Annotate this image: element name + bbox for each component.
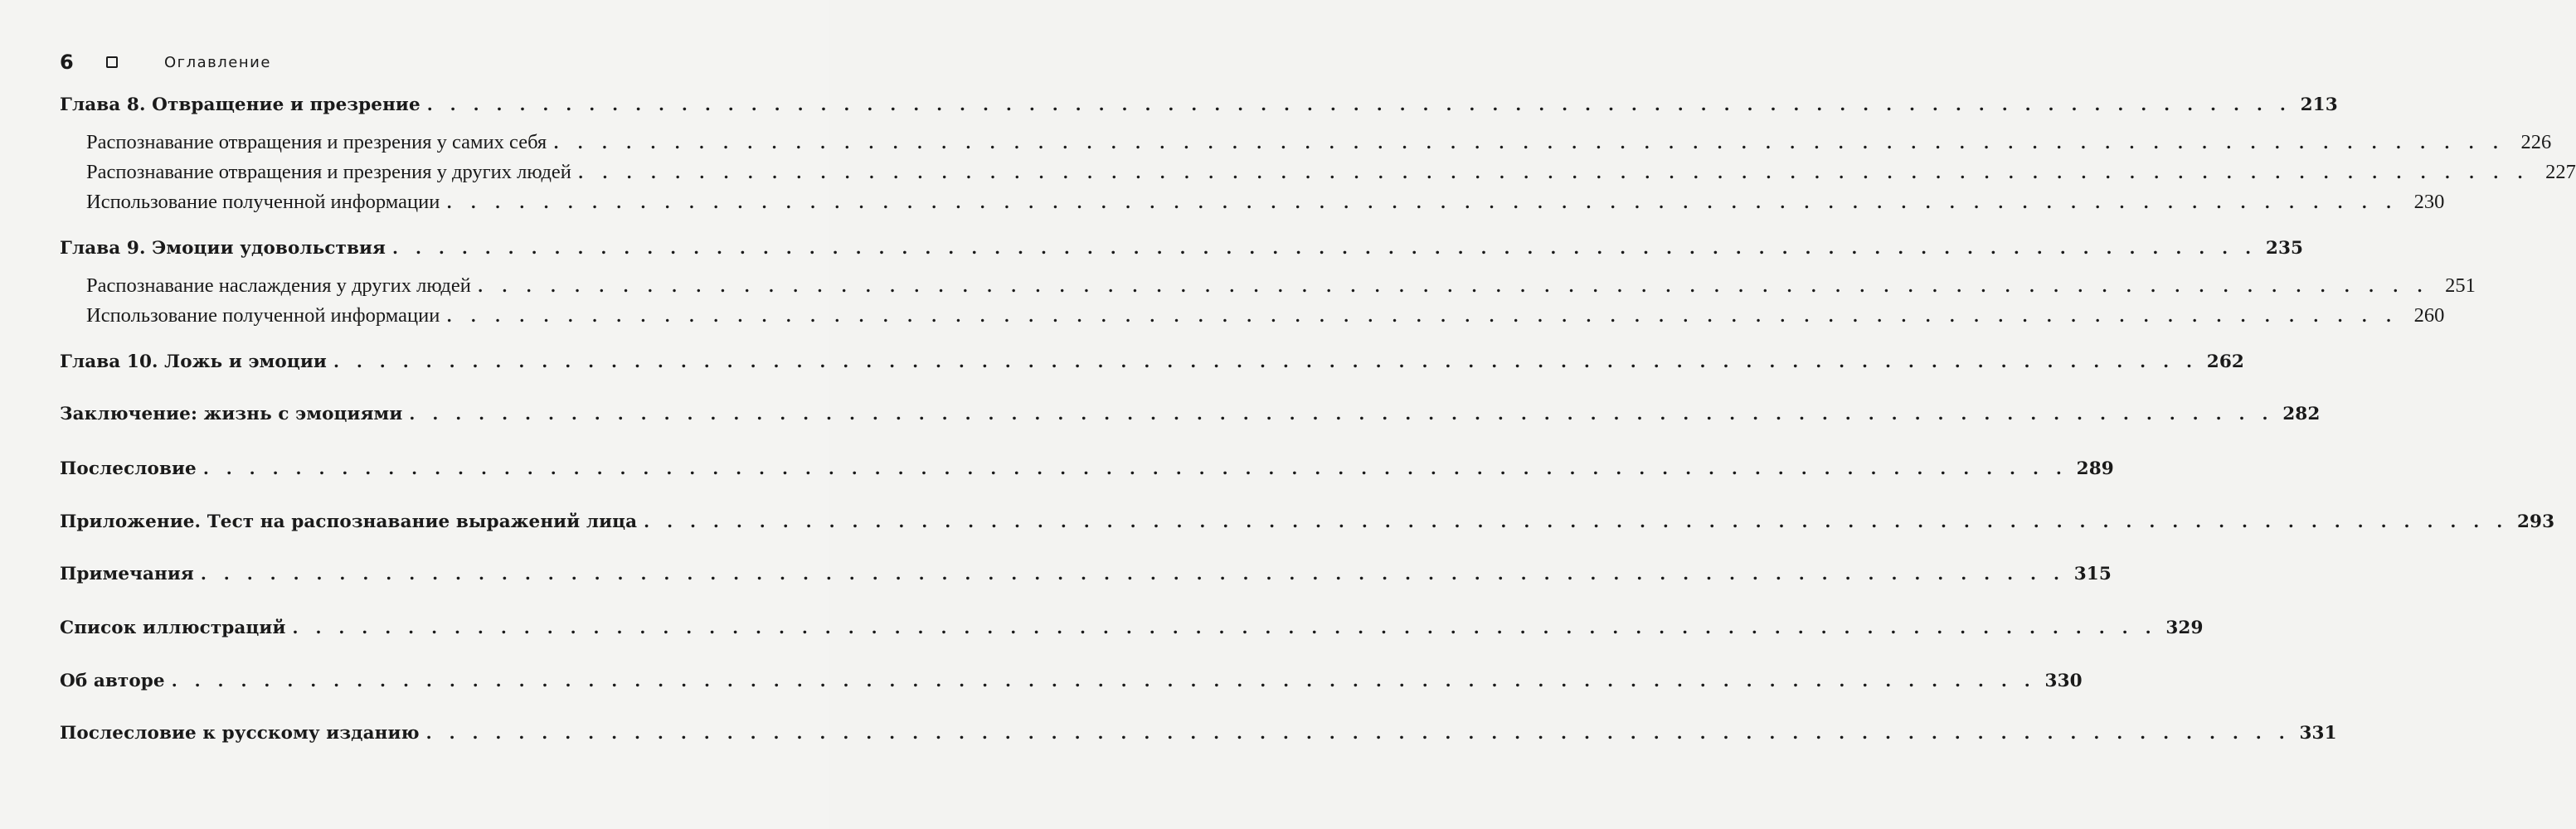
toc-entry-page: 329 [2165, 618, 2204, 638]
toc-entry-page: 289 [2076, 458, 2114, 479]
toc-dot-leader: . . . . . . . . . . . . . . . . . . . . . . . . . . . . . . . . . . . . . . . . . . . . . . . . . . . . . . . . . . . . . . . . . . . . . . . . . . . . . . . . . [200, 564, 2065, 584]
toc-chapter-entry [60, 95, 2338, 124]
toc-section-entry [86, 131, 2552, 161]
toc-entry-title: Примечания [60, 564, 194, 584]
page-number: 6 [60, 51, 74, 74]
toc-entry-page: 330 [2044, 671, 2083, 691]
toc-chapter-entry [60, 238, 2304, 268]
toc-entry-title: Распознавание отвращения и презрения у самих себя [86, 131, 547, 153]
toc-entry-page: 315 [2073, 564, 2112, 584]
toc-entry-title: Глава 8. Отвращение и презрение [60, 95, 420, 115]
toc-chapter-entry [60, 618, 2204, 647]
toc-chapter-entry [60, 723, 2337, 753]
toc-dot-leader: . . . . . . . . . . . . . . . . . . . . . . . . . . . . . . . . . . . . . . . . . . . . . . . . . . . . . . . . . . . . . . . . . . . . . . . . . . . . . . . . . [577, 164, 2530, 182]
toc-dot-leader: . . . . . . . . . . . . . . . . . . . . . . . . . . . . . . . . . . . . . . . . . . . . . . . . . . . . . . . . . . . . . . . . . . . . . . . . . . . . . . . . . [446, 308, 2399, 326]
toc-dot-leader: . . . . . . . . . . . . . . . . . . . . . . . . . . . . . . . . . . . . . . . . . . . . . . . . . . . . . . . . . . . . . . . . . . . . . . . . . . . . . . . . . [425, 723, 2291, 743]
toc-dot-leader: . . . . . . . . . . . . . . . . . . . . . . . . . . . . . . . . . . . . . . . . . . . . . . . . . . . . . . . . . . . . . . . . . . . . . . . . . . . . . . . . . [409, 404, 2274, 424]
toc-entry-page: 293 [2517, 511, 2555, 532]
toc-entry-title: Послесловие к русскому изданию [60, 723, 420, 744]
toc-entry-title: Глава 9. Эмоции удовольствия [60, 238, 386, 259]
toc-dot-leader: . . . . . . . . . . . . . . . . . . . . . . . . . . . . . . . . . . . . . . . . . . . . . . . . . . . . . . . . . . . . . . . . . . . . . . . . . . . . . . . . . [426, 95, 2292, 114]
toc-entry-page: 230 [2413, 191, 2445, 213]
toc-entry-title: Глава 10. Ложь и эмоции [60, 351, 327, 372]
toc-entry-title: Послесловие [60, 458, 197, 479]
toc-entry-title: Приложение. Тест на распознавание выражений лица [60, 511, 638, 532]
toc-entry-page: 331 [2299, 723, 2337, 744]
toc-entry-title: Распознавание наслаждения у других людей [86, 274, 471, 297]
toc-dot-leader: . . . . . . . . . . . . . . . . . . . . . . . . . . . . . . . . . . . . . . . . . . . . . . . . . . . . . . . . . . . . . . . . . . . . . . . . . . . . . . . . . [202, 458, 2068, 478]
toc-entry-page: 226 [2520, 131, 2552, 153]
toc-section-entry [86, 274, 2476, 304]
toc-entry-page: 213 [2300, 95, 2338, 115]
toc-entry-page: 251 [2445, 274, 2476, 297]
toc-entry-title: Список иллюстраций [60, 618, 286, 638]
toc-entry-page: 260 [2413, 304, 2445, 327]
toc-entry-title: Распознавание отвращения и презрения у других людей [86, 161, 571, 183]
toc-entry-page: 227 [2545, 161, 2576, 183]
toc-chapter-entry [60, 404, 2321, 434]
toc-dot-leader: . . . . . . . . . . . . . . . . . . . . . . . . . . . . . . . . . . . . . . . . . . . . . . . . . . . . . . . . . . . . . . . . . . . . . . . . . . . . . . . . . [644, 511, 2509, 531]
toc-dot-leader: . . . . . . . . . . . . . . . . . . . . . . . . . . . . . . . . . . . . . . . . . . . . . . . . . . . . . . . . . . . . . . . . . . . . . . . . . . . . . . . . . [171, 671, 2036, 691]
toc-dot-leader: . . . . . . . . . . . . . . . . . . . . . . . . . . . . . . . . . . . . . . . . . . . . . . . . . . . . . . . . . . . . . . . . . . . . . . . . . . . . . . . . . [477, 278, 2429, 296]
toc-entry-page: 262 [2206, 351, 2244, 372]
toc-dot-leader: . . . . . . . . . . . . . . . . . . . . . . . . . . . . . . . . . . . . . . . . . . . . . . . . . . . . . . . . . . . . . . . . . . . . . . . . . . . . . . . . . [446, 194, 2399, 212]
toc-entry-title: Об авторе [60, 671, 165, 691]
toc-chapter-entry [60, 564, 2112, 594]
toc-dot-leader: . . . . . . . . . . . . . . . . . . . . . . . . . . . . . . . . . . . . . . . . . . . . . . . . . . . . . . . . . . . . . . . . . . . . . . . . . . . . . . . . . [392, 238, 2258, 258]
toc-dot-leader: . . . . . . . . . . . . . . . . . . . . . . . . . . . . . . . . . . . . . . . . . . . . . . . . . . . . . . . . . . . . . . . . . . . . . . . . . . . . . . . . . [333, 351, 2198, 371]
running-title: Оглавление [164, 53, 271, 71]
toc-dot-leader: . . . . . . . . . . . . . . . . . . . . . . . . . . . . . . . . . . . . . . . . . . . . . . . . . . . . . . . . . . . . . . . . . . . . . . . . . . . . . . . . . [292, 618, 2157, 638]
square-outline-icon [106, 56, 118, 68]
toc-entry-page: 235 [2265, 238, 2304, 259]
page-header [60, 50, 271, 75]
toc-entry-title: Использование полученной информации [86, 304, 440, 327]
toc-section-entry [86, 161, 2576, 191]
toc-chapter-entry [60, 458, 2114, 488]
toc-chapter-entry [60, 511, 2555, 541]
toc-dot-leader: . . . . . . . . . . . . . . . . . . . . . . . . . . . . . . . . . . . . . . . . . . . . . . . . . . . . . . . . . . . . . . . . . . . . . . . . . . . . . . . . . [553, 134, 2506, 153]
toc-chapter-entry [60, 671, 2083, 701]
toc-section-entry [86, 191, 2445, 221]
toc-entry-title: Использование полученной информации [86, 191, 440, 213]
toc-chapter-entry [60, 351, 2244, 381]
toc-section-entry [86, 304, 2445, 334]
toc-entry-page: 282 [2282, 404, 2321, 424]
toc-entry-title: Заключение: жизнь с эмоциями [60, 404, 403, 424]
